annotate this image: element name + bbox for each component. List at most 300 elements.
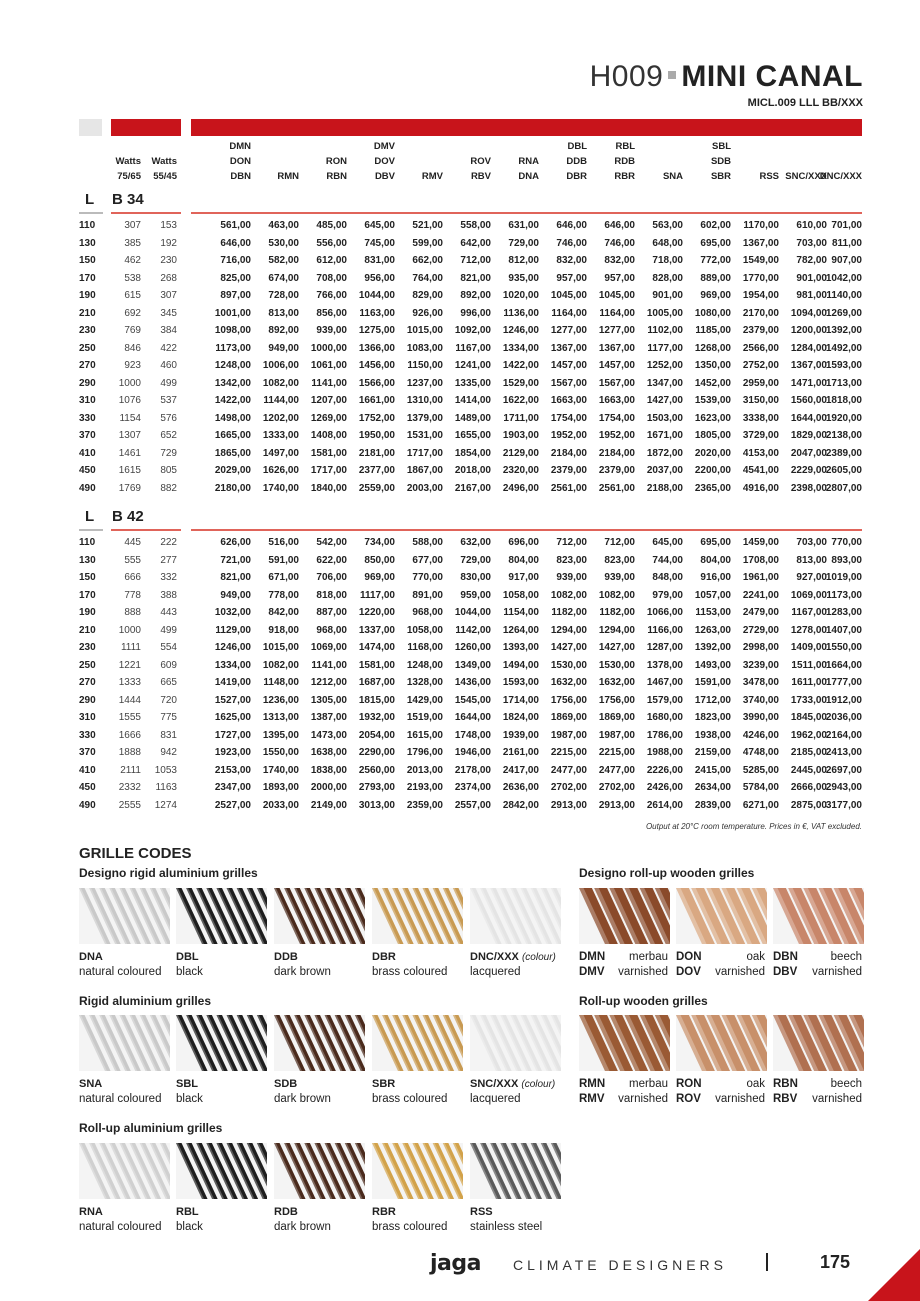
row-price: 1367,00 [742,237,779,249]
row-price: 1407,00 [825,624,862,636]
row-watts-75: 1461 [118,447,141,459]
row-price: 2636,00 [502,782,539,793]
row-price: 2359,00 [406,799,443,811]
wood-grille-finish: oak [746,951,765,963]
row-price: 1436,00 [454,677,491,688]
row-price: 2389,00 [825,447,862,459]
row-watts-55: 729 [160,447,177,459]
grille-group-title: Designo rigid aluminium grilles [79,866,258,880]
row-price: 729,00 [460,554,491,566]
grille-code [470,951,556,963]
wood-grille-finish: beech [830,1078,862,1090]
grille-code-text: SNA [79,1078,103,1090]
row-length: 450 [79,782,96,793]
row-watts-55: 942 [160,747,177,758]
row-price: 892,00 [460,290,491,301]
row-price: 968,00 [412,607,443,618]
row-price: 1632,00 [550,677,587,688]
row-price: 2029,00 [214,465,251,476]
row-price: 1141,00 [311,659,347,671]
row-price: 1581,00 [358,659,395,671]
row-price: 1869,00 [598,712,635,723]
wood-swatch [579,1015,670,1071]
row-price: 1220,00 [358,607,395,618]
row-price: 1164,00 [599,307,635,319]
row-price: 1061,00 [310,360,347,371]
wood-grille-finish: varnished [715,1093,765,1105]
row-price: 696,00 [508,537,539,548]
row-price: 2398,00 [790,482,827,494]
row-price: 1711,00 [503,412,539,424]
row-length: 170 [79,272,96,284]
section-divider [111,212,181,214]
row-price: 2320,00 [502,465,539,476]
row-price: 1869,00 [550,712,587,723]
row-price: 2561,00 [550,482,587,494]
row-price: 1006,00 [262,360,299,371]
row-price: 949,00 [268,342,299,354]
row-price: 897,00 [220,290,251,301]
row-price: 2033,00 [262,799,299,811]
grille-code-text: DNA [79,951,103,963]
row-price: 1818,00 [825,395,862,406]
row-price: 939,00 [604,572,635,583]
table-row [79,710,862,728]
row-price: 1714,00 [502,694,539,706]
wood-grille-code: DON [676,951,702,963]
row-watts-75: 1333 [118,677,141,688]
row-price: 1044,00 [358,290,395,301]
wood-grille-finish: merbau [629,951,668,963]
row-watts-55: 831 [160,729,177,741]
row-price: 2167,00 [454,482,491,494]
row-price: 1717,00 [310,465,347,476]
row-price: 1275,00 [358,325,395,336]
row-price: 1655,00 [454,430,491,441]
row-price: 2702,00 [598,782,635,793]
row-watts-55: 775 [160,712,177,723]
row-price: 811,00 [831,237,862,249]
wood-grille-code: DOV [676,966,701,978]
row-price: 969,00 [364,572,395,583]
row-price: 1756,00 [550,694,587,706]
row-price: 671,00 [268,572,299,583]
row-price: 1623,00 [694,412,731,424]
column-header: Watts 55/45 [151,156,177,182]
row-price: 1153,00 [695,607,731,618]
table-row [79,288,862,306]
row-watts-75: 769 [124,325,141,336]
row-price: 917,00 [508,572,539,583]
table-row [79,341,862,359]
grille-code-text: SBL [176,1078,198,1090]
row-length: 150 [79,572,96,583]
row-price: 825,00 [220,272,251,284]
row-watts-55: 153 [160,220,177,231]
row-price: 521,00 [412,220,443,231]
row-price: 561,00 [220,220,251,231]
row-price: 712,00 [556,537,587,548]
row-price: 701,00 [831,220,862,231]
row-watts-75: 1307 [118,430,141,441]
row-price: 996,00 [460,307,491,319]
row-price: 1342,00 [214,377,251,389]
row-price: 1117,00 [359,589,395,601]
row-price: 2729,00 [742,624,779,636]
row-price: 1058,00 [406,624,443,636]
row-price: 1471,00 [790,377,827,389]
row-price: 1045,00 [550,290,587,301]
table-row [79,658,862,676]
row-watts-55: 665 [160,677,177,688]
column-header: DBL DDB DBR [566,141,587,182]
grille-name: black [176,1221,203,1233]
row-price: 632,00 [460,537,491,548]
row-price: 2193,00 [406,782,443,793]
row-length: 370 [79,747,96,758]
wood-grille-finish: oak [746,1078,765,1090]
row-price: 2153,00 [214,764,251,776]
table-row [79,570,862,588]
row-price: 1427,00 [646,395,683,406]
row-price: 2164,00 [825,729,862,741]
row-watts-75: 1444 [118,694,141,706]
row-price: 1248,00 [214,360,251,371]
row-price: 1058,00 [502,589,539,601]
grille-swatch-rna [79,1143,170,1199]
wood-grille-finish: varnished [715,966,765,978]
row-price: 823,00 [604,554,635,566]
row-price: 3150,00 [742,395,779,406]
row-price: 1497,00 [262,447,299,459]
row-price: 674,00 [268,272,299,284]
row-price: 1489,00 [454,412,491,424]
row-length: 270 [79,677,96,688]
row-price: 770,00 [412,572,443,583]
row-price: 2793,00 [358,782,395,793]
grille-group-title: Roll-up aluminium grilles [79,1121,223,1135]
row-length: 110 [79,537,96,548]
row-price: 1020,00 [502,290,539,301]
row-price: 2445,00 [790,764,827,776]
row-price: 939,00 [316,325,347,336]
row-price: 2180,00 [214,482,251,494]
grille-swatch-snc-xxx [470,1015,561,1071]
row-price: 1334,00 [502,342,539,354]
row-price: 1102,00 [647,325,683,336]
row-price: 1284,00 [790,342,827,354]
page-number: 175 [820,1252,851,1272]
wood-grille-code: RBN [773,1078,798,1090]
row-price: 1473,00 [310,729,347,741]
row-watts-75: 1000 [118,624,141,636]
wood-swatch [676,888,767,944]
table-row [79,728,862,746]
row-length: 150 [79,255,96,266]
row-watts-75: 1221 [118,659,141,671]
column-header: SBL SDB SBR [710,141,731,182]
row-watts-75: 462 [124,255,141,266]
row-price: 2226,00 [646,764,683,776]
row-price: 1182,00 [551,607,587,618]
wood-grille-code: ROV [676,1093,701,1105]
title-separator [668,71,676,79]
row-price: 1366,00 [358,342,395,354]
grille-code [176,1206,199,1218]
row-price: 1241,00 [454,360,491,371]
grille-swatch-sbr [372,1015,463,1071]
product-code: H009 [589,60,664,93]
row-watts-75: 307 [124,220,141,231]
wood-grille-code: DMN [579,951,606,963]
row-price: 1269,00 [310,412,347,424]
row-price: 1550,00 [262,747,299,758]
row-price: 889,00 [700,272,731,284]
row-price: 646,00 [220,237,251,249]
table-row [79,376,862,394]
row-price: 1141,00 [311,377,347,389]
row-price: 2181,00 [358,447,395,459]
row-price: 1611,00 [791,677,827,688]
row-price: 831,00 [364,255,395,266]
grille-code [79,951,103,963]
row-price: 968,00 [316,624,347,636]
row-length: 250 [79,659,96,671]
row-price: 1182,00 [599,607,635,618]
table-row [79,306,862,324]
row-price: 1335,00 [454,377,491,389]
row-price: 2054,00 [358,729,395,741]
wood-grille-code: DMV [579,966,605,978]
row-price: 812,00 [508,255,539,266]
tagline: CLIMATE DESIGNERS [513,1257,727,1273]
row-price: 2605,00 [825,465,862,476]
row-length: 290 [79,694,96,706]
row-price: 1057,00 [694,589,731,601]
row-price: 1313,00 [262,712,299,723]
row-price: 1519,00 [406,712,443,723]
grille-swatch-dbl [176,888,267,944]
row-price: 1408,00 [310,430,347,441]
row-price: 2807,00 [825,482,862,494]
row-price: 770,00 [831,537,862,548]
row-price: 1427,00 [598,642,635,653]
row-watts-55: 422 [160,342,177,354]
row-price: 2560,00 [358,764,395,776]
row-watts-55: 1274 [154,799,177,811]
row-price: 2913,00 [598,799,635,811]
row-price: 1000,00 [310,342,347,354]
row-price: 1644,00 [454,712,491,723]
grille-code-text: RSS [470,1206,493,1218]
row-price: 1337,00 [358,624,395,636]
row-price: 1531,00 [406,430,443,441]
row-price: 1665,00 [214,430,251,441]
row-price: 706,00 [316,572,347,583]
row-price: 703,00 [796,537,827,548]
row-price: 1185,00 [695,325,731,336]
row-price: 648,00 [652,237,683,249]
row-watts-55: 332 [160,572,177,583]
row-price: 842,00 [268,607,299,618]
column-header: DMV DOV DBV [373,141,395,182]
row-price: 1824,00 [502,712,539,723]
row-length: 330 [79,729,96,741]
row-price: 1680,00 [646,712,683,723]
grille-swatch-rss [470,1143,561,1199]
row-watts-75: 1888 [118,747,141,758]
row-price: 1622,00 [502,395,539,406]
table-row [79,553,862,571]
row-price: 1987,00 [598,729,635,741]
row-price: 1815,00 [358,694,395,706]
row-length: 130 [79,237,96,249]
row-price: 832,00 [556,255,587,266]
row-price: 916,00 [700,572,731,583]
row-price: 1770,00 [742,272,779,284]
row-price: 610,00 [796,220,827,231]
row-price: 1527,00 [214,694,251,706]
row-length: 370 [79,430,96,441]
row-price: 1872,00 [646,447,683,459]
row-price: 3177,00 [825,799,862,811]
row-length: 170 [79,589,96,601]
column-header: SNA [662,171,683,182]
row-price: 4541,00 [742,465,779,476]
row-price: 1167,00 [791,607,827,618]
grille-code [79,1078,102,1090]
row-price: 1467,00 [646,677,683,688]
row-length: 310 [79,712,96,723]
row-price: 981,00 [796,290,827,301]
row-price: 1082,00 [598,589,635,601]
row-price: 832,00 [604,255,635,266]
row-price: 2998,00 [742,642,779,653]
row-price: 558,00 [460,220,491,231]
row-price: 1952,00 [550,430,587,441]
row-price: 2697,00 [825,764,862,776]
header-bar-watts [111,119,181,136]
row-price: 2477,00 [598,764,635,776]
table-row [79,428,862,446]
row-price: 1687,00 [358,677,395,688]
row-price: 956,00 [364,272,395,284]
row-watts-55: 1053 [154,764,177,776]
row-price: 926,00 [412,307,443,319]
row-price: 2188,00 [646,482,683,494]
row-price: 1566,00 [358,377,395,389]
row-price: 1144,00 [263,395,299,406]
product-reference: MICL.009 LLL BB/XXX [747,97,863,109]
column-header: RON RBN [325,156,347,182]
row-price: 1938,00 [694,729,731,741]
row-price: 1387,00 [310,712,347,723]
row-price: 778,00 [268,589,299,601]
row-price: 1170,00 [743,220,779,231]
row-price: 1150,00 [407,360,443,371]
grille-group-title: Designo roll-up wooden grilles [579,866,755,880]
row-price: 2129,00 [502,447,539,459]
row-price: 1098,00 [214,325,251,336]
row-price: 828,00 [652,272,683,284]
row-price: 1456,00 [358,360,395,371]
row-price: 1347,00 [646,377,683,389]
row-price: 1164,00 [551,307,587,319]
row-price: 1328,00 [406,677,443,688]
row-price: 1260,00 [454,642,491,653]
grille-code [274,1078,297,1090]
row-price: 1136,00 [503,307,539,319]
row-price: 1419,00 [214,677,251,688]
row-price: 5285,00 [742,764,779,776]
row-price: 2241,00 [742,589,779,601]
wood-grille-finish: varnished [812,966,862,978]
row-watts-75: 615 [124,290,141,301]
section-width-label: B 34 [112,191,144,208]
grille-group-title: Rigid aluminium grilles [79,994,212,1008]
grille-name: natural coloured [79,966,162,978]
row-watts-55: 277 [160,554,177,566]
row-price: 813,00 [268,307,299,319]
row-length: 110 [79,220,96,231]
table-row [79,588,862,606]
column-header: SNC/XXX [785,171,827,182]
row-price: 3013,00 [358,799,395,811]
row-watts-55: 307 [160,290,177,301]
grille-swatch-sna [79,1015,170,1071]
row-price: 1294,00 [550,624,587,636]
row-price: 1805,00 [694,430,731,441]
row-watts-75: 778 [124,589,141,601]
row-price: 1333,00 [262,430,299,441]
row-price: 2634,00 [694,782,731,793]
row-length: 250 [79,342,96,354]
row-price: 744,00 [652,554,683,566]
row-price: 2000,00 [310,782,347,793]
row-price: 2170,00 [742,307,779,319]
row-price: 1252,00 [646,360,683,371]
row-price: 2379,00 [598,465,635,476]
wood-grille-code: RBV [773,1093,798,1105]
row-price: 848,00 [652,572,683,583]
grille-name: lacquered [470,966,521,978]
row-price: 1923,00 [214,747,251,758]
row-watts-55: 554 [160,642,177,653]
row-price: 1545,00 [454,694,491,706]
row-price: 745,00 [364,237,395,249]
row-price: 2159,00 [694,747,731,758]
grille-swatch-rbr [372,1143,463,1199]
row-watts-55: 537 [160,395,177,406]
row-price: 602,00 [700,220,731,231]
row-price: 1237,00 [406,377,443,389]
row-price: 821,00 [460,272,491,284]
row-price: 1378,00 [646,659,683,671]
row-price: 949,00 [220,589,251,601]
row-price: 1083,00 [406,342,443,354]
row-price: 2037,00 [646,465,683,476]
row-price: 2047,00 [790,447,827,459]
row-watts-75: 2555 [118,799,141,811]
row-price: 1015,00 [262,642,299,653]
grille-code [274,1206,298,1218]
grille-name: dark brown [274,966,331,978]
footer-divider [766,1253,768,1271]
row-price: 2559,00 [358,482,395,494]
row-price: 463,00 [268,220,299,231]
row-price: 1082,00 [262,659,299,671]
row-price: 1409,00 [790,642,827,653]
